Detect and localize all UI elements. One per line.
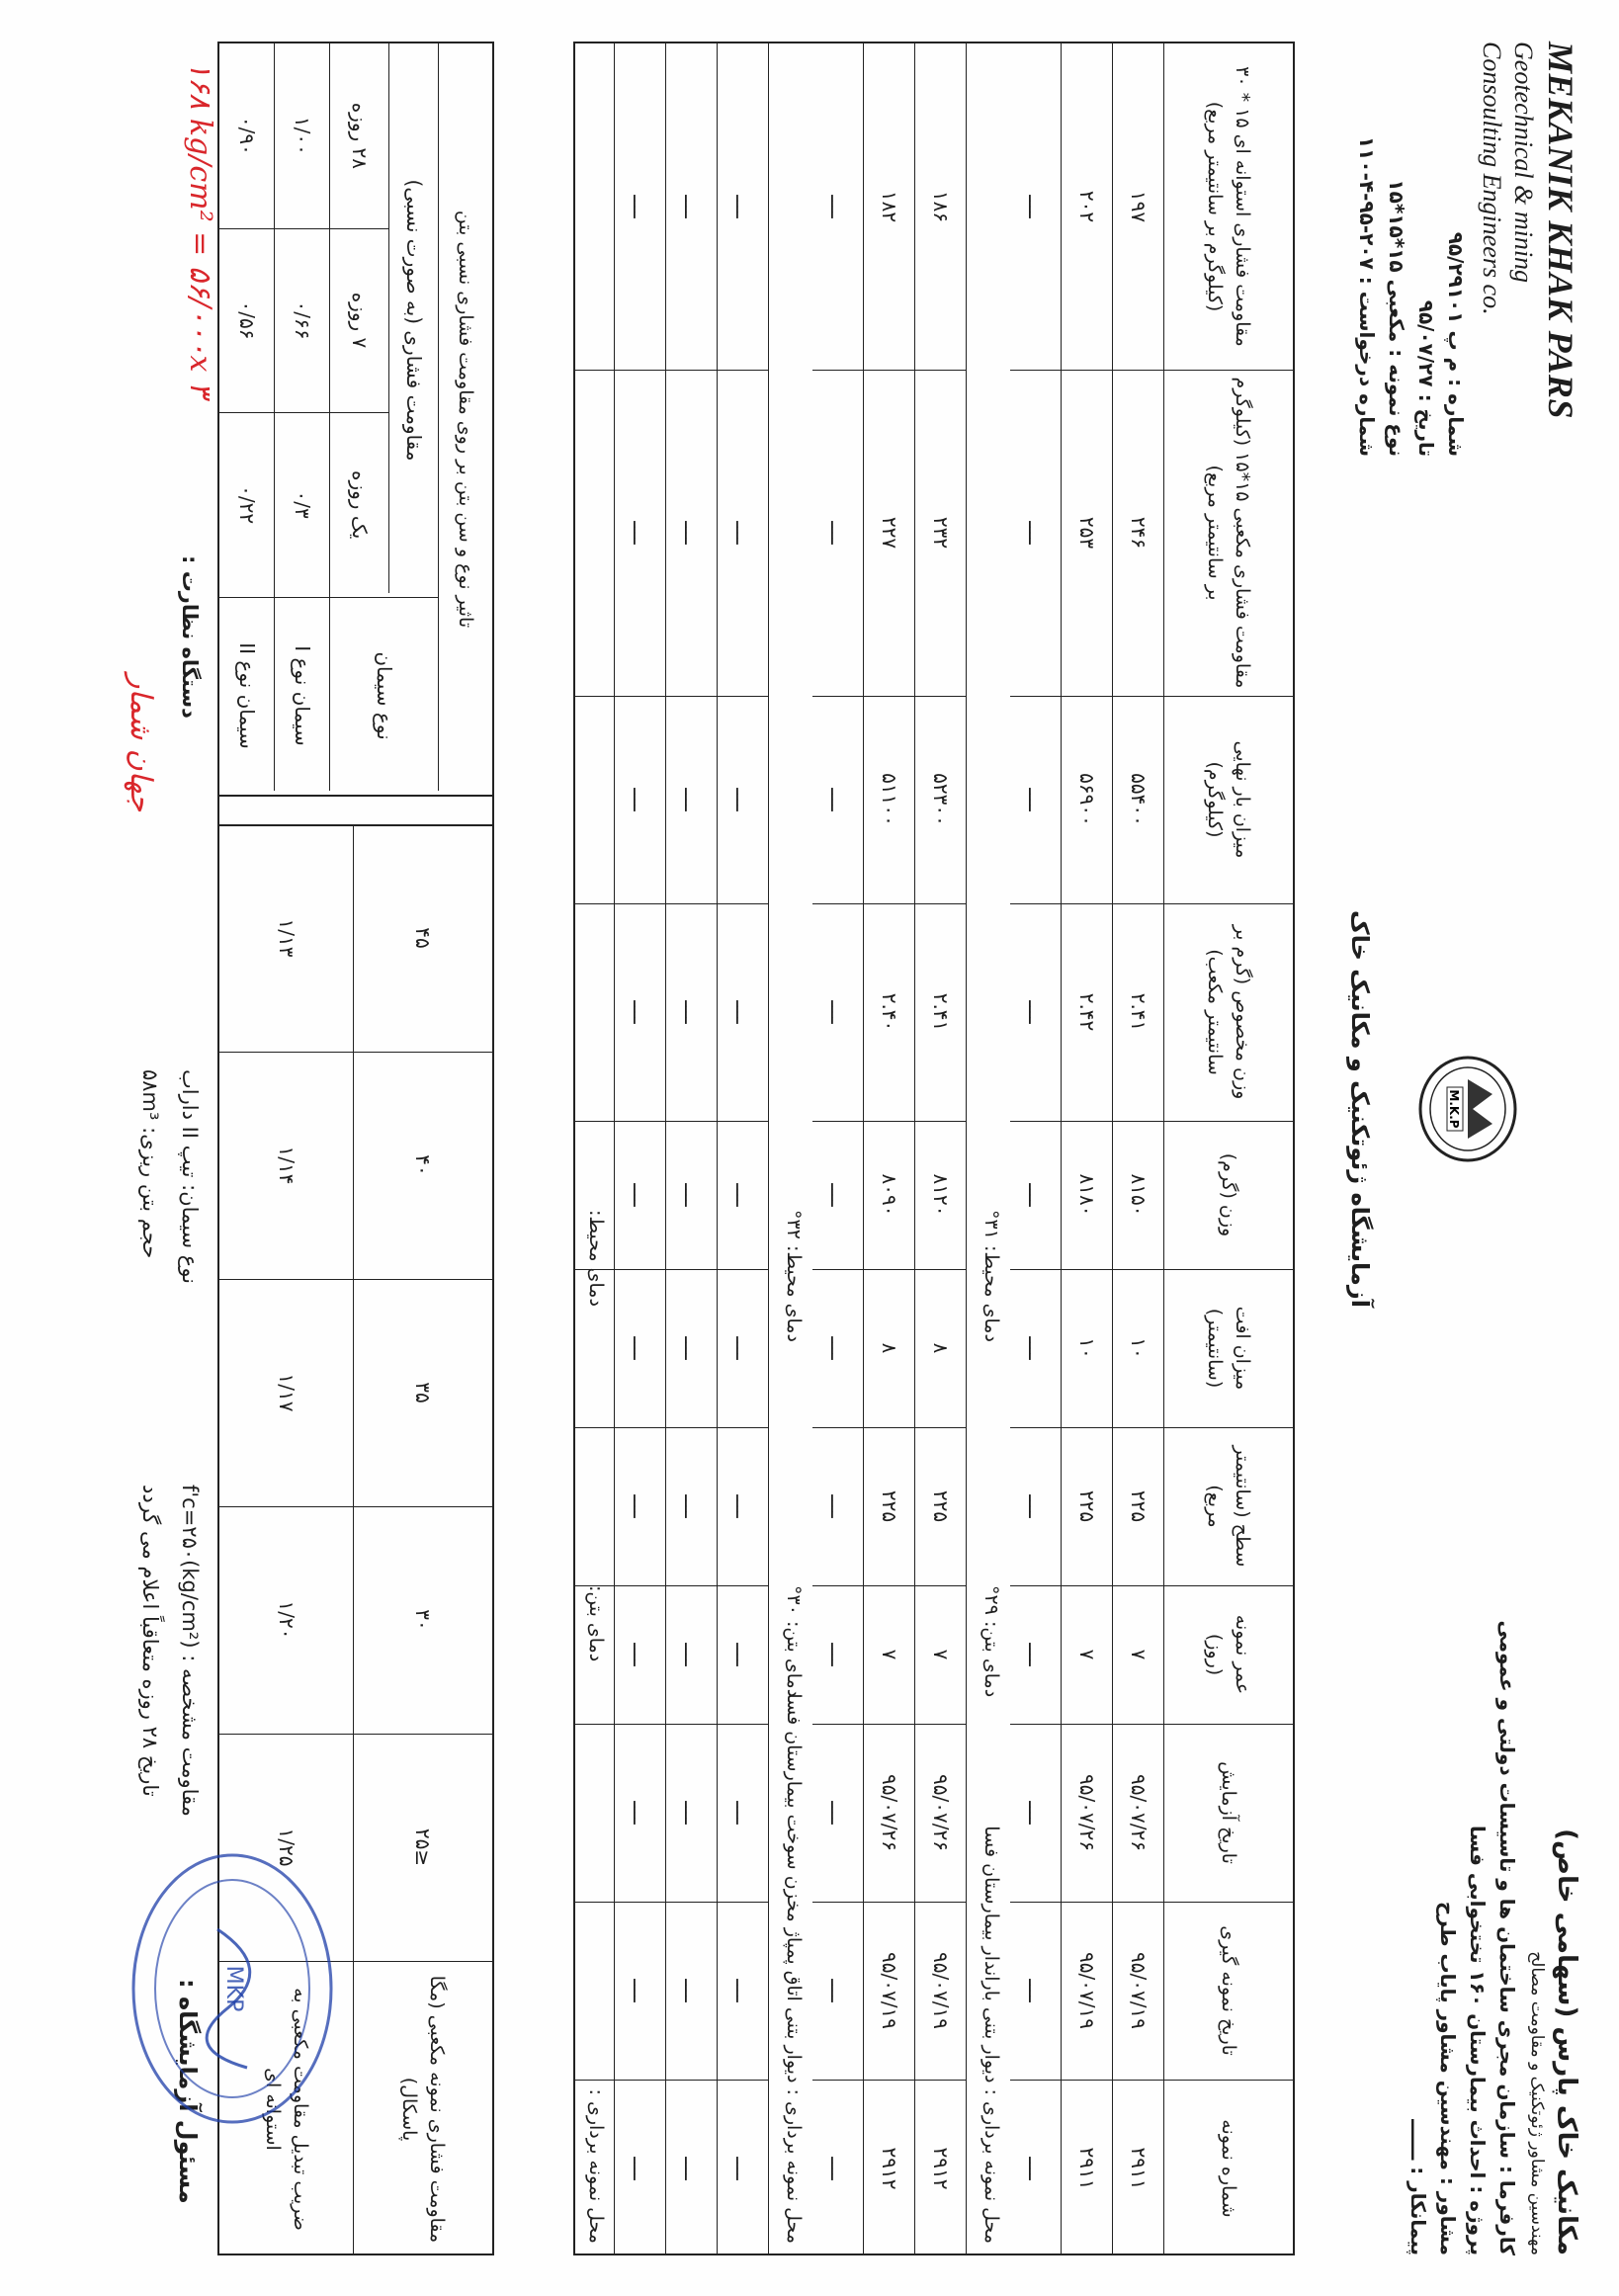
table-cell: ــــ bbox=[680, 1183, 704, 1207]
table-cell: ۹۵/۰۷/۱۹ bbox=[1075, 1952, 1099, 2029]
table-cell: ــــ bbox=[629, 1336, 652, 1360]
ambient-temp: دمای محیط: bbox=[585, 1210, 607, 1307]
table-cell: ۲۲۵ bbox=[878, 1489, 901, 1523]
request-number: شماره درخواست : ۲۰۷-۹۵-۴-۱۱۰ bbox=[1355, 135, 1379, 457]
concrete-volume: حجم بتن ریزی: ۵۸m³ bbox=[138, 1069, 162, 1259]
table-cell: ــــ bbox=[731, 1494, 755, 1518]
table-cell: ــــ bbox=[731, 1183, 755, 1207]
conversion-value: ۳۰ bbox=[411, 1609, 435, 1631]
table-cell: ۲۲۵ bbox=[1075, 1489, 1099, 1523]
effect-title: تاثیر نوع و سن بتن بر روی مقاومت فشاری نسبی بتن bbox=[455, 210, 476, 629]
column-header: وزن مخصوص (گرم بر سانتیمتر مکعب) bbox=[1204, 924, 1253, 1100]
stamp-text: MKP bbox=[221, 1965, 246, 2012]
table-cell: ۲۹۱۱ bbox=[1127, 2147, 1150, 2190]
report-sheet bbox=[59, 42, 1581, 2255]
handwritten-calculation: ۱۶۸ kg/cm² = ۵۶/۰۰۰x ۳ bbox=[183, 61, 217, 398]
cement-type-2: سیمان نوع II bbox=[235, 642, 259, 749]
table-cell: ۲۵۳ bbox=[1075, 516, 1099, 550]
table-cell: ــــ bbox=[826, 788, 850, 811]
table-cell: ــــ bbox=[680, 1494, 704, 1518]
column-divider bbox=[219, 412, 389, 413]
ambient-temp: دمای بتن: ۳۰° bbox=[783, 1585, 805, 1698]
company-subtitle-fa: مهندسین مشاور ژئوتکنیک و مقاومت مصالح bbox=[1527, 1951, 1547, 2255]
table-cell: ــــ bbox=[1024, 1183, 1048, 1207]
table-cell: ــــ bbox=[826, 1494, 850, 1518]
concrete-temp: دمای محیط: ۳۲° bbox=[783, 1210, 805, 1342]
row-divider bbox=[353, 824, 354, 2253]
effect-value: ۰/۲۲ bbox=[235, 485, 259, 525]
table-cell: ۸۱۵۰ bbox=[1127, 1173, 1150, 1217]
table-cell: ــــ bbox=[629, 521, 652, 545]
table-cell: ــــ bbox=[1024, 1336, 1048, 1360]
table-cell: ــــ bbox=[826, 521, 850, 545]
table-cell: ۵۵۴۰۰ bbox=[1127, 773, 1150, 826]
column-header: وزن (گرم) bbox=[1218, 1152, 1239, 1237]
table-cell: ــــ bbox=[826, 2157, 850, 2180]
conversion-value: ۴۵ bbox=[411, 927, 435, 949]
sampling-location: محل نمونه برداری : bbox=[585, 2088, 607, 2244]
column-header: عمر نمونه (روز) bbox=[1204, 1614, 1253, 1695]
project: پروژه : احداث بیمارستان ۱۶۰ تختخوابی فسا bbox=[1466, 1825, 1490, 2255]
table-cell: ۸۱۸۰ bbox=[1075, 1173, 1099, 1217]
table-cell: ــــ bbox=[826, 1183, 850, 1207]
report-number: شماره : م پ ۹۵/۲۹۱۰۱ bbox=[1444, 231, 1468, 457]
cement-type-1: سیمان نوع I bbox=[291, 645, 314, 746]
table-cell: ۲.۴۱ bbox=[929, 992, 953, 1032]
conversion-value: ۳۵ bbox=[411, 1382, 435, 1403]
table-cell: ۵۲۳۰۰ bbox=[929, 773, 953, 826]
row-divider bbox=[329, 43, 330, 791]
table-cell: ۹۵/۰۷/۲۶ bbox=[929, 1774, 953, 1851]
column-header: تاریخ نمونه گیری bbox=[1218, 1925, 1239, 2056]
table-cell: ــــ bbox=[731, 1801, 755, 1825]
column-divider bbox=[219, 1506, 492, 1507]
table-cell: ــــ bbox=[731, 1979, 755, 2002]
table-cell: ۹۵/۰۷/۱۹ bbox=[1127, 1952, 1150, 2029]
table-cell: ــــ bbox=[680, 195, 704, 218]
table-cell: ۲۳۲ bbox=[929, 516, 953, 550]
table-cell: ــــ bbox=[629, 1494, 652, 1518]
age-header: ۲۸ روزه bbox=[348, 102, 372, 169]
table-cell: ۹۵/۰۷/۱۹ bbox=[929, 1952, 953, 2029]
table-cell: ۲.۴۰ bbox=[878, 992, 901, 1032]
table-cell: ۱۰ bbox=[1127, 1337, 1150, 1359]
specified-strength: f'c=۲۵۰(kg/cm²) : مقاومت مشخصه bbox=[178, 1485, 202, 1817]
table-cell: ــــ bbox=[1024, 2157, 1048, 2180]
conversion-factor: ۱/۱۴ bbox=[275, 1146, 298, 1185]
table-cell: ۹۵/۰۷/۲۶ bbox=[1127, 1774, 1150, 1851]
supervision-label: دستگاه نظارت : bbox=[178, 555, 202, 719]
column-divider bbox=[219, 1279, 492, 1280]
table-cell: ــــ bbox=[629, 1183, 652, 1207]
lab-title: آزمایشگاه ژئوتکنیک و مکانیک خاک bbox=[1346, 910, 1374, 1308]
section-divider bbox=[219, 824, 492, 826]
consultant: مشاور : مهندسین مشاور پایاب طرح bbox=[1436, 1901, 1460, 2255]
table-cell: ۲۲۵ bbox=[929, 1489, 953, 1523]
concrete-temp: دمای بتن: bbox=[585, 1585, 607, 1662]
lab-stamp bbox=[119, 1840, 346, 2137]
sampling-band bbox=[967, 43, 1010, 2253]
company-subtitle-en-1: Geotechnical & mining bbox=[1509, 42, 1538, 284]
table-cell: ــــ bbox=[731, 2157, 755, 2180]
table-cell: ــــ bbox=[629, 1979, 652, 2002]
effect-value: ۱/۰۰ bbox=[291, 116, 314, 155]
report-date: تاریخ : ۹۵/۰۷/۲۷ bbox=[1414, 299, 1438, 457]
effect-value: ۰/۵۶ bbox=[235, 300, 259, 340]
row-divider bbox=[274, 43, 275, 791]
table-cell: ۷ bbox=[929, 1649, 953, 1660]
company-name-fa: مکانیک خاک پارس (سهامی خاص) bbox=[1552, 1828, 1581, 2255]
table-cell: ــــ bbox=[1024, 1494, 1048, 1518]
table-cell: ۲۲۵ bbox=[1127, 1489, 1150, 1523]
table-cell: ــــ bbox=[731, 1336, 755, 1360]
table-cell: ۲۹۱۱ bbox=[1075, 2147, 1099, 2190]
header-left bbox=[1352, 42, 1581, 457]
table-cell: ۵۶۹۰۰ bbox=[1075, 773, 1099, 826]
table-cell: ۷ bbox=[1075, 1649, 1099, 1660]
table-cell: ــــ bbox=[680, 1336, 704, 1360]
handwritten-signature: جهان شمار bbox=[124, 674, 158, 812]
column-divider bbox=[219, 1052, 492, 1053]
table-cell: ۱۹۷ bbox=[1127, 190, 1150, 223]
sample-type: نوع نمونه : مکعبی ۱۵*۱۵*۱۵ bbox=[1385, 179, 1408, 457]
table-cell: ــــ bbox=[731, 788, 755, 811]
table-cell: ۸ bbox=[878, 1342, 901, 1354]
table-cell: ــــ bbox=[1024, 195, 1048, 218]
table-cell: ــــ bbox=[731, 1000, 755, 1024]
table-cell: ۲۹۱۲ bbox=[878, 2147, 901, 2190]
header-right bbox=[1404, 1504, 1581, 2255]
conversion-row1-label: مقاومت فشاری نمونه مکعبی (مگا پاسکال) bbox=[398, 1975, 448, 2244]
table-cell: ۹۵/۰۷/۱۹ bbox=[878, 1952, 901, 2029]
table-cell: ــــ bbox=[629, 1801, 652, 1825]
table-cell: ــــ bbox=[629, 788, 652, 811]
column-header: شماره نمونه bbox=[1218, 2119, 1239, 2218]
company-name-en: MEKANIK KHAK PARS bbox=[1541, 42, 1580, 419]
table-cell: ــــ bbox=[680, 1801, 704, 1825]
age-header: ۷ روزه bbox=[348, 292, 372, 349]
table-cell: ــــ bbox=[680, 788, 704, 811]
effect-value: ۰/۳ bbox=[291, 490, 314, 519]
table-cell: ۲۲۷ bbox=[878, 516, 901, 550]
date-note: تاریخ ۲۸ روزه متعاقباً اعلام می گردد bbox=[138, 1485, 162, 1797]
ambient-temp: دمای بتن: ۲۹° bbox=[980, 1585, 1002, 1698]
conversion-value: ۴۰ bbox=[411, 1154, 435, 1176]
concrete-temp: دمای محیط: ۳۱° bbox=[980, 1210, 1002, 1342]
column-divider bbox=[219, 1734, 492, 1735]
column-header: مقاومت فشاری مکعبی ۱۵*۱۵ (کیلوگرم بر سانتیمتر مربع) bbox=[1204, 377, 1253, 689]
sampling-location: محل نمونه برداری : دیوار بتنی باراندار بیمارستان فسا bbox=[980, 1826, 1002, 2244]
cement-type-label: نوع سیمان bbox=[373, 651, 396, 740]
company-logo bbox=[1413, 1050, 1522, 1168]
footer bbox=[59, 42, 246, 2255]
table-cell: ــــ bbox=[826, 1643, 850, 1666]
table-cell: ــــ bbox=[629, 1643, 652, 1666]
table-cell: ۸۱۲۰ bbox=[929, 1173, 953, 1217]
table-cell: ۵۱۱۰۰ bbox=[878, 773, 901, 826]
conversion-factor: ۱/۲۵ bbox=[275, 1828, 298, 1867]
table-cell: ۲۹۱۲ bbox=[929, 2147, 953, 2190]
table-cell: ــــ bbox=[731, 1643, 755, 1666]
results-table bbox=[573, 42, 1295, 2255]
table-cell: ۱۸۶ bbox=[929, 190, 953, 223]
column-header: سطح (سانتیمتر مربع) bbox=[1204, 1445, 1253, 1568]
sampling-location: محل نمونه برداری : دیوار بتنی اتاق پمپاژ مخزن سوخت بیمارستان فسا bbox=[783, 1693, 805, 2244]
table-cell: ۲.۴۲ bbox=[1075, 992, 1099, 1032]
table-cell: ــــ bbox=[680, 2157, 704, 2180]
table-cell: ــــ bbox=[731, 521, 755, 545]
table-cell: ۱۰ bbox=[1075, 1337, 1099, 1359]
employer: کارفرما : سازمان مجری ساختمان ها و تاسیسات دولتی و عمومی bbox=[1495, 1620, 1519, 2255]
effect-subtitle: مقاومت فشاری (به صورت نسبی) bbox=[402, 179, 426, 462]
table-cell: ــــ bbox=[1024, 788, 1048, 811]
table-cell: ــــ bbox=[1024, 1979, 1048, 2002]
conversion-factor: ۱/۱۷ bbox=[275, 1373, 298, 1412]
table-cell: ۹۵/۰۷/۲۶ bbox=[878, 1774, 901, 1851]
table-cell: ــــ bbox=[826, 1336, 850, 1360]
column-header: میزان افت (سانتیمتر) bbox=[1204, 1306, 1253, 1391]
table-cell: ــــ bbox=[680, 1979, 704, 2002]
column-divider bbox=[219, 597, 439, 598]
table-cell: ۸۰۹۰ bbox=[878, 1173, 901, 1217]
table-cell: ــــ bbox=[680, 1000, 704, 1024]
column-header: مقاومت فشاری استوانه ای ۱۵ * ۳۰ (کیلوگرم بر سانتیمتر مربع) bbox=[1204, 66, 1253, 347]
table-cell: ــــ bbox=[629, 1000, 652, 1024]
contractor: پیمانکار : ــــــ bbox=[1406, 2119, 1430, 2255]
table-cell: ۷ bbox=[1127, 1649, 1150, 1660]
table-cell: ۱۸۲ bbox=[878, 190, 901, 223]
table-cell: ــــ bbox=[1024, 1000, 1048, 1024]
conversion-factor: ۱/۲۰ bbox=[275, 1600, 298, 1640]
effect-value: ۰/۶۶ bbox=[291, 300, 314, 340]
table-cell: ــــ bbox=[629, 195, 652, 218]
table-cell: ۷ bbox=[878, 1649, 901, 1660]
age-header: یک روزه bbox=[348, 470, 372, 540]
conversion-row2-label: ضریب تبدیل مقاومت مکعبی به استوانه ای bbox=[262, 1988, 311, 2231]
table-cell: ــــ bbox=[629, 2157, 652, 2180]
table-cell: ــــ bbox=[826, 1801, 850, 1825]
section-divider bbox=[219, 795, 492, 797]
table-cell: ــــ bbox=[731, 195, 755, 218]
conversion-factor: ۱/۱۳ bbox=[275, 918, 298, 958]
logo-text: M.K.P bbox=[1447, 1089, 1461, 1129]
company-subtitle-en-2: Consoulting Engineers co. bbox=[1478, 42, 1506, 315]
table-cell: ــــ bbox=[826, 1979, 850, 2002]
sampling-band bbox=[769, 43, 812, 2253]
table-cell: ۹۵/۰۷/۲۶ bbox=[1075, 1774, 1099, 1851]
lab-responsible: مسئول آزمایشگاه : bbox=[174, 1979, 202, 2204]
table-cell: ــــ bbox=[1024, 1801, 1048, 1825]
table-cell: ــــ bbox=[680, 1643, 704, 1666]
table-cell: ۲.۴۱ bbox=[1127, 992, 1150, 1032]
table-cell: ۸ bbox=[929, 1342, 953, 1354]
effect-value: ۰/۹۰ bbox=[235, 116, 259, 155]
table-cell: ــــ bbox=[1024, 521, 1048, 545]
column-header: میزان بار نهایی (کیلوگرم) bbox=[1204, 740, 1253, 859]
sampling-band bbox=[571, 43, 615, 2253]
conversion-value: ≤۲۵ bbox=[411, 1828, 435, 1867]
table-cell: ــــ bbox=[826, 195, 850, 218]
column-divider bbox=[219, 228, 389, 229]
table-cell: ۲۰۲ bbox=[1075, 190, 1099, 223]
table-cell: ــــ bbox=[1024, 1643, 1048, 1666]
table-cell: ــــ bbox=[826, 1000, 850, 1024]
column-header: تاریخ آزمایش bbox=[1218, 1761, 1239, 1864]
table-cell: ۲۴۶ bbox=[1127, 516, 1150, 550]
cement-type-note: نوع سیمان: تیپ II داراب bbox=[178, 1069, 202, 1285]
table-cell: ــــ bbox=[680, 521, 704, 545]
